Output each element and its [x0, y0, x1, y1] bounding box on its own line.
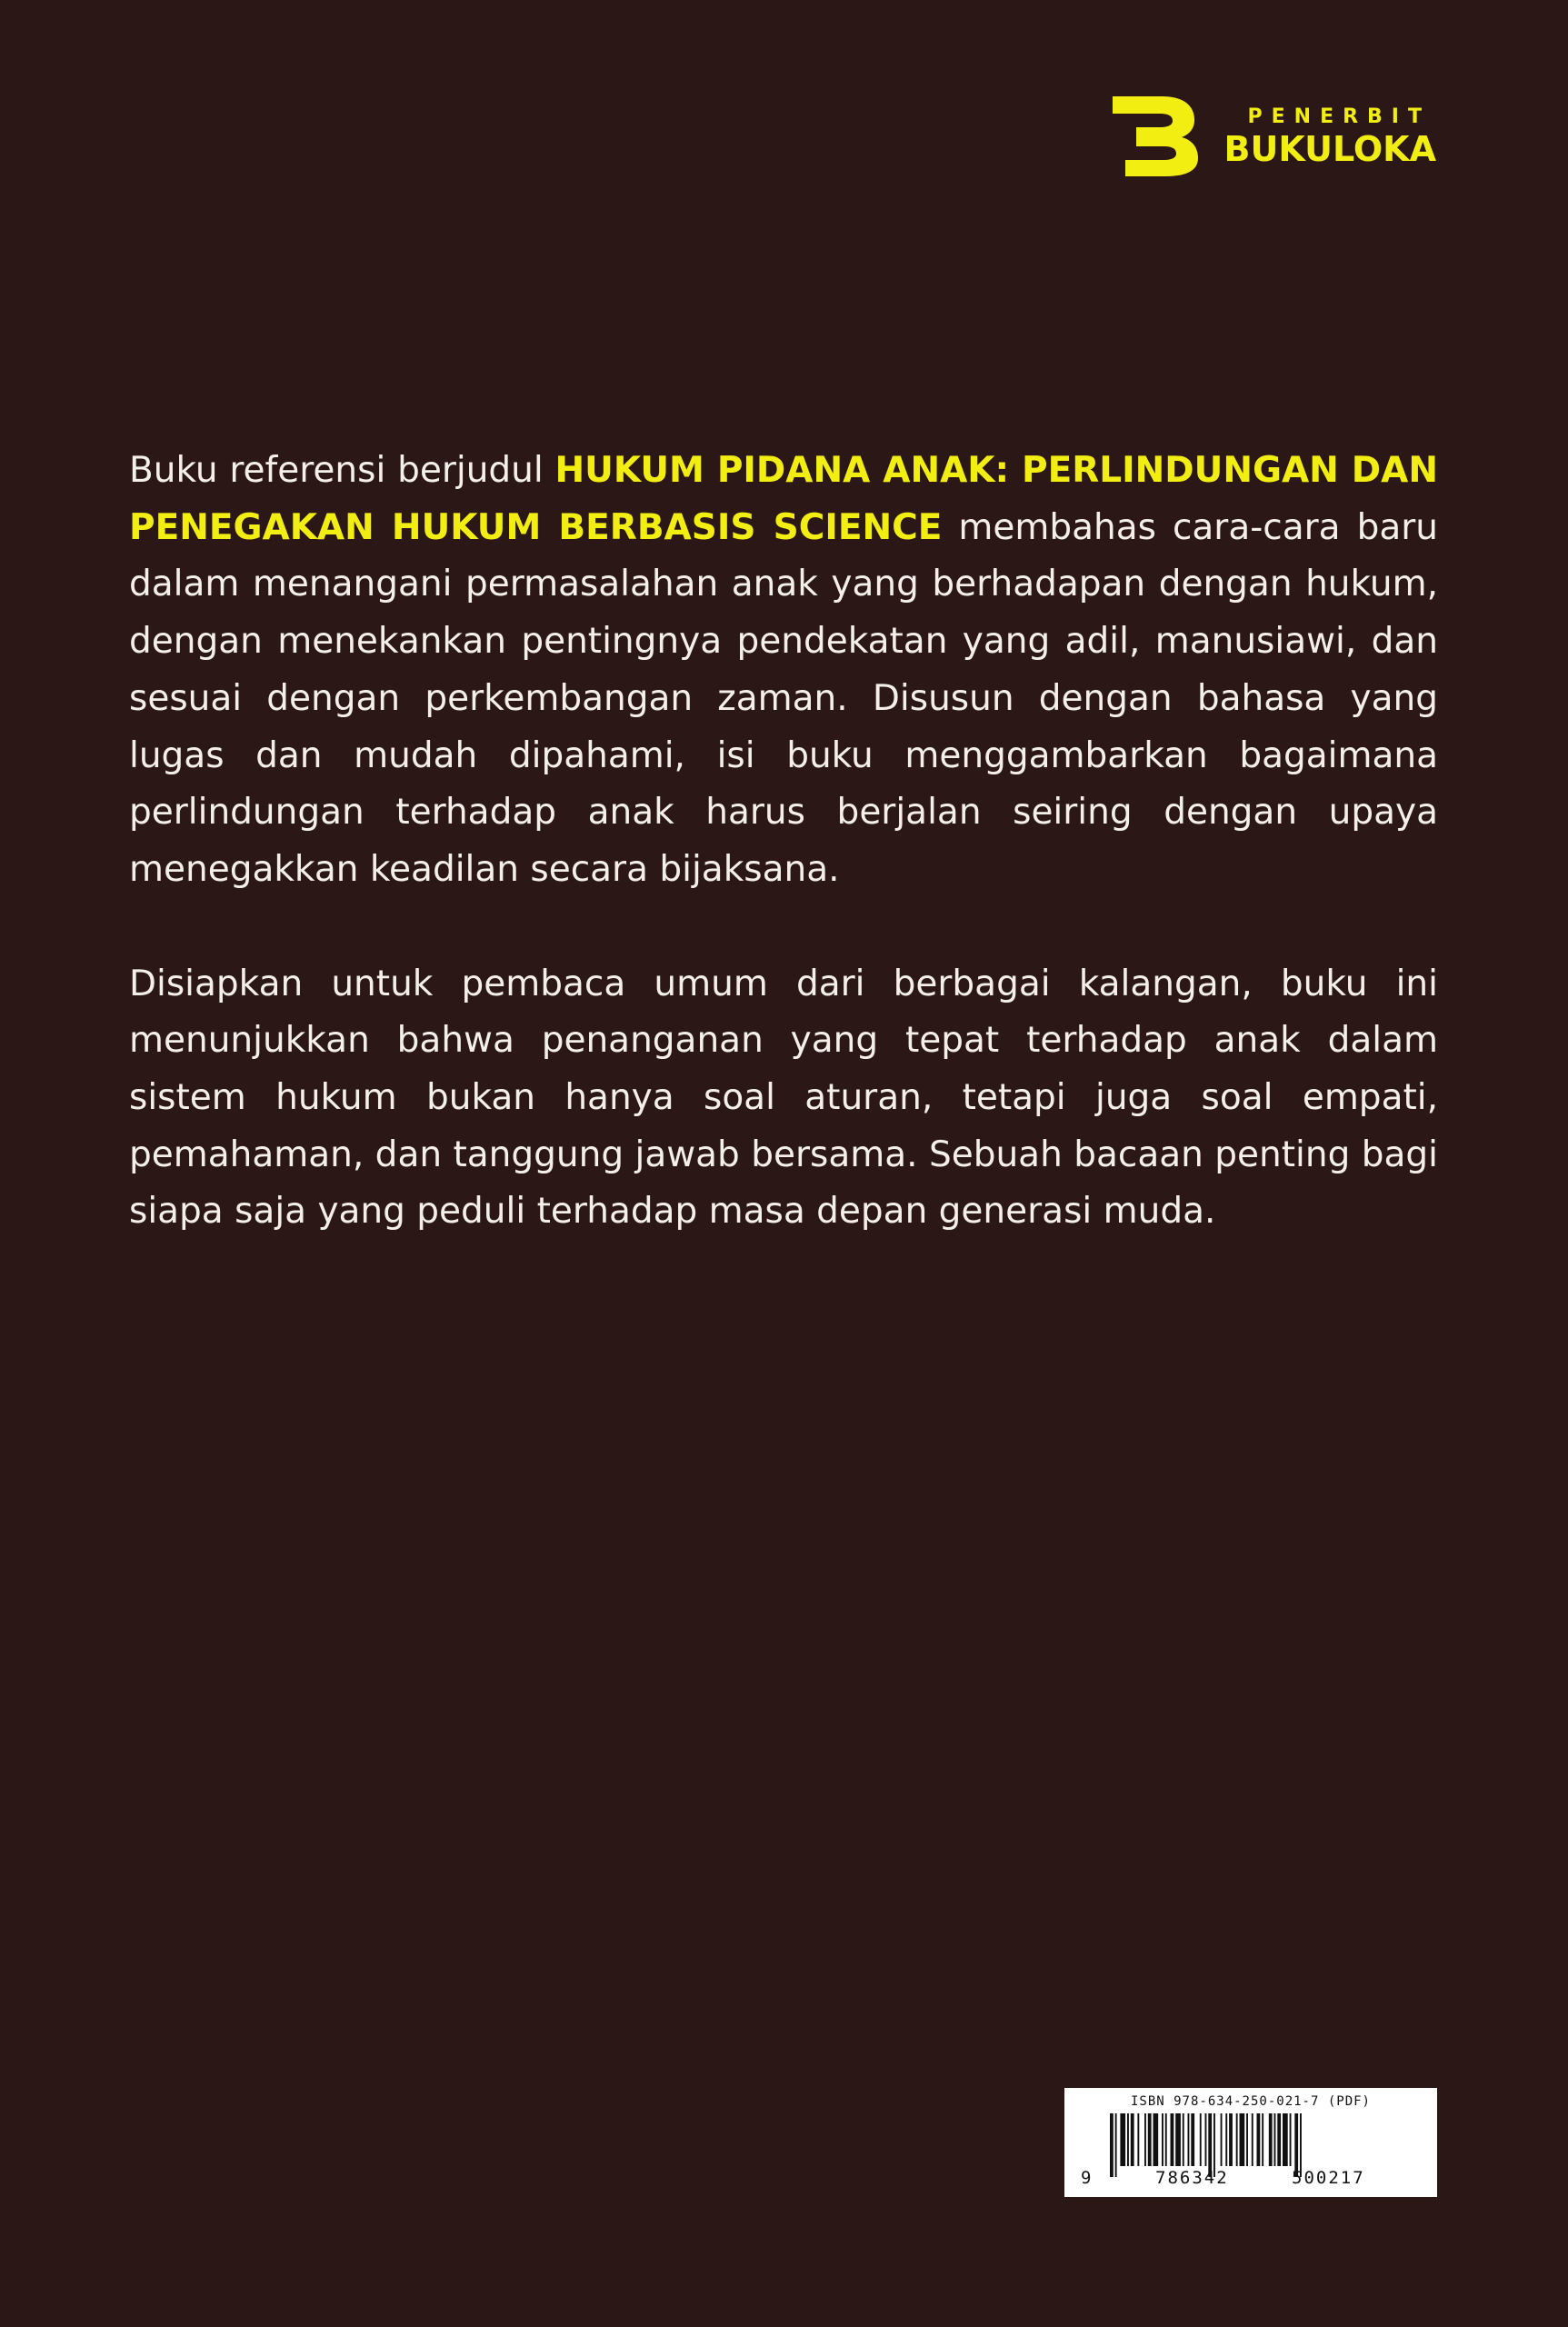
barcode-bar — [1148, 2113, 1152, 2166]
barcode-bar — [1274, 2113, 1276, 2166]
book-title-highlight: HUKUM PIDANA ANAK: PERLINDUNGAN DAN PENEGAKAN HUKUM BERBASIS SCIENCE — [129, 450, 1438, 548]
barcode-bar — [1110, 2113, 1114, 2177]
barcode-bar — [1154, 2113, 1159, 2166]
blurb-intro-text: Buku referensi berjudul — [129, 450, 555, 491]
barcode-bar — [1175, 2113, 1181, 2166]
barcode-bar — [1236, 2113, 1238, 2166]
barcode-bar — [1115, 2113, 1117, 2177]
isbn-barcode — [1064, 2088, 1437, 2197]
barcode-bar — [1191, 2113, 1194, 2166]
barcode-bar — [1165, 2113, 1167, 2166]
barcode-bar — [1277, 2113, 1281, 2166]
barcode-bar — [1252, 2113, 1253, 2166]
barcode-bar — [1162, 2113, 1164, 2166]
barcode-bar — [1225, 2113, 1227, 2166]
isbn-label: ISBN 978-634-250-021-7 (PDF) — [1130, 2094, 1371, 2109]
barcode-bar — [1269, 2113, 1273, 2166]
barcode-bar — [1144, 2113, 1146, 2166]
barcode-bar — [1127, 2113, 1129, 2166]
publisher-logo-b-mark — [1109, 96, 1200, 176]
barcode-digit-first: 9 — [1081, 2168, 1094, 2188]
barcode-digits-left: 786342 — [1155, 2168, 1229, 2188]
barcode-bar — [1283, 2113, 1288, 2166]
publisher-logo — [1109, 96, 1436, 178]
blurb-paragraph-2: Disiapkan untuk pembaca umum dari berbagai kalangan, buku ini menunjukkan bahwa penanganan yang tepat terhadap anak dalam sistem hukum bukan hanya soal aturan, tetapi juga soal empati, pemahaman, dan tanggung jawab bersama. Sebuah bacaan penting bagi siapa saja yang peduli terhadap masa depan generasi muda. — [129, 963, 1438, 1233]
barcode-bar — [1229, 2113, 1233, 2166]
barcode-digits-right: 500217 — [1292, 2168, 1365, 2188]
barcode-bar — [1205, 2113, 1207, 2166]
blurb-body-text: membahas cara-cara baru dalam menangani permasalahan anak yang berhadapan dengan hukum, dengan menekankan pentingnya pendekatan yang adil, manusiawi, dan sesuai dengan perkembangan zaman. Disusun dengan bahasa yang lugas dan mudah dipahami, isi buku menggambarkan bagaimana perlindungan terhadap anak harus berjalan seiring dengan upaya menegakkan keadilan secara bijaksana. — [129, 506, 1438, 890]
publisher-label-small: PENERBIT — [1247, 105, 1431, 128]
publisher-name: BUKULOKA — [1223, 129, 1436, 169]
barcode-bar — [1240, 2113, 1245, 2166]
barcode-bar — [1246, 2113, 1248, 2166]
barcode-bar — [1200, 2113, 1202, 2166]
blurb-paragraph-1 — [129, 443, 1438, 899]
barcode-bar — [1290, 2113, 1292, 2166]
barcode-bar — [1137, 2113, 1139, 2166]
barcode-bar — [1120, 2113, 1125, 2166]
barcode-bar — [1183, 2113, 1184, 2166]
barcode-bar — [1262, 2113, 1263, 2166]
barcode-bar — [1257, 2113, 1261, 2166]
barcode-bar — [1131, 2113, 1134, 2166]
barcode-bar — [1188, 2113, 1190, 2166]
book-blurb — [129, 443, 1438, 1241]
barcode-bar — [1171, 2113, 1174, 2166]
barcode-bar — [1221, 2113, 1223, 2166]
